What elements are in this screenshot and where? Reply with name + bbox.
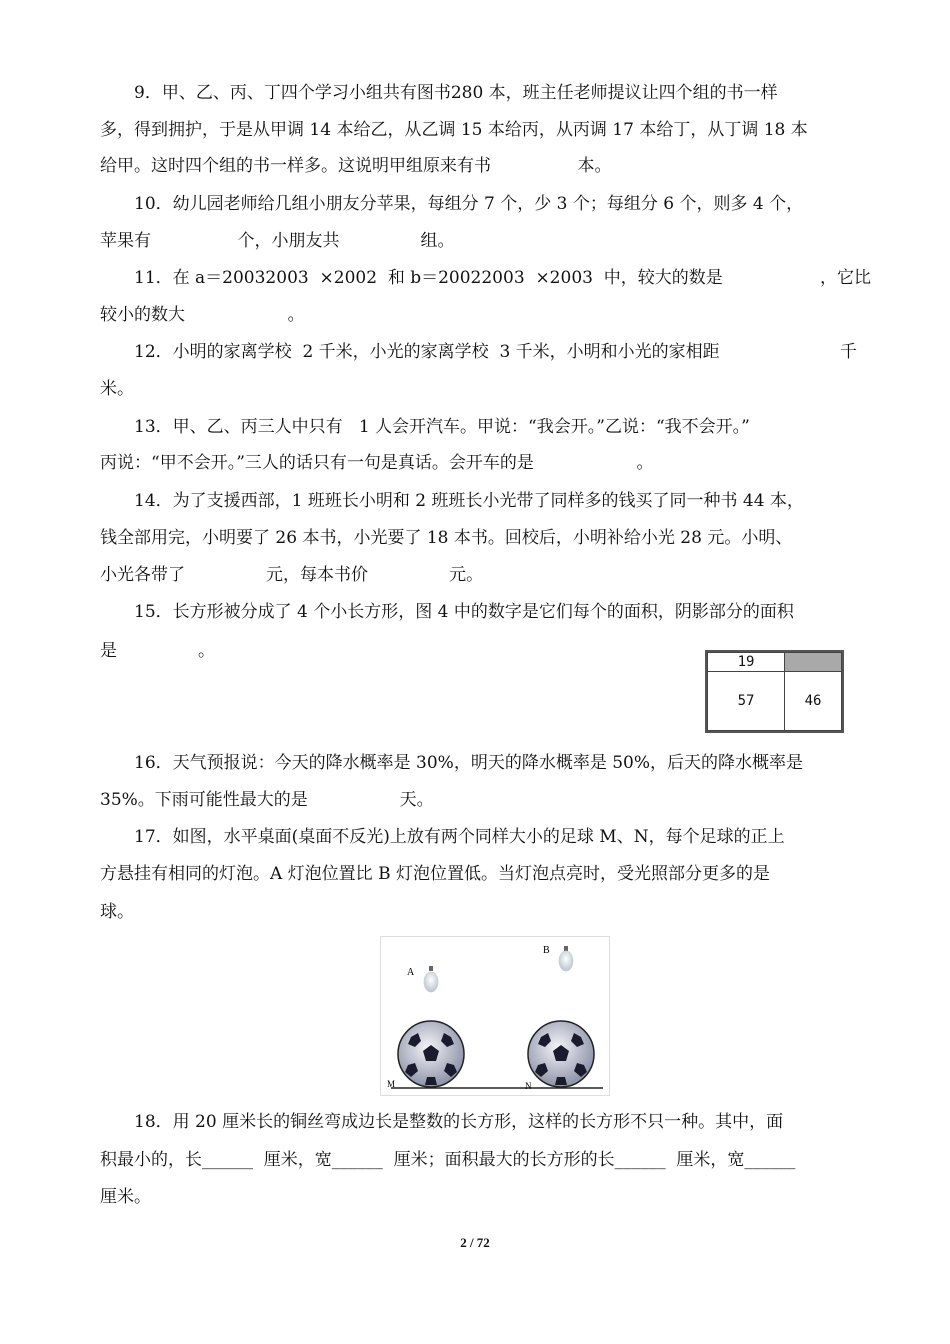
- q15-line2: 是 。: [100, 641, 216, 661]
- label-a: A: [407, 967, 415, 978]
- q12-line2: 米。: [100, 379, 134, 399]
- figure-4-rectangle: [705, 650, 844, 733]
- q9-line1: 9．甲、乙、丙、丁四个学习小组共有图书280 本，班主任老师提议让四个组的书一样: [134, 83, 778, 103]
- soccer-ball-m-icon: [398, 1021, 464, 1087]
- fig4-cell-46: 46: [784, 671, 842, 731]
- q13-line2: 丙说：“甲不会开。”三人的话只有一句是真话。会开车的是 。: [100, 453, 654, 473]
- q16-line2: 35%。下雨可能性最大的是 天。: [100, 790, 434, 810]
- label-n: N: [525, 1081, 532, 1091]
- q18-line2: 积最小的，长______ 厘米，宽______ 厘米；面积最大的长方形的长______ 厘米，宽______: [100, 1150, 796, 1170]
- q11-line1: 11．在 a＝20032003 ×2002 和 b＝20022003 ×2003 中，较大的数是 ，它比: [134, 268, 872, 288]
- q14-line3: 小光各带了 元，每本书价 元。: [100, 565, 484, 585]
- q18-line1: 18．用 20 厘米长的铜丝弯成边长是整数的长方形，这样的长方形不只一种。其中，面: [134, 1112, 784, 1132]
- page-number: 2 / 72: [460, 1235, 490, 1250]
- q9-line2: 多，得到拥护，于是从甲调 14 本给乙，从乙调 15 本给丙，从丙调 17 本给丁，从丁调 18 本: [100, 120, 808, 140]
- fig4-cell-57: 57: [707, 671, 785, 731]
- q12-line1-end: 千: [840, 342, 857, 362]
- lamp-b-bulb-icon: [559, 946, 573, 971]
- q14-line2: 钱全部用完，小明要了 26 本书，小光要了 18 本书。回校后，小明补给小光 28 元。小明、: [100, 528, 793, 548]
- q10-line1: 10．幼儿园老师给几组小朋友分苹果，每组分 7 个，少 3 个；每组分 6 个，则多 4 个，: [134, 194, 804, 214]
- label-m: M: [387, 1079, 396, 1089]
- q14-line1: 14．为了支援西部，1 班班长小明和 2 班班长小光带了同样多的钱买了同一种书 44 本，: [134, 491, 804, 511]
- q11-line2: 较小的数大 。: [100, 305, 305, 325]
- q15-line1: 15．长方形被分成了 4 个小长方形，图 4 中的数字是它们每个的面积，阴影部分的面积: [134, 602, 794, 622]
- lamp-a-bulb-icon: [424, 966, 438, 992]
- soccer-ball-n-icon: [528, 1021, 594, 1087]
- q17-line2: 方悬挂有相同的灯泡。A 灯泡位置比 B 灯泡位置低。当灯泡点亮时，受光照部分更多的是: [100, 864, 770, 884]
- label-b: B: [543, 945, 550, 956]
- q10-line2: 苹果有 个，小朋友共 组。: [100, 231, 455, 251]
- fig4-shaded-cell: [784, 652, 842, 672]
- q16-line1: 16．天气预报说：今天的降水概率是 30%，明天的降水概率是 50%，后天的降水概率是: [134, 753, 804, 773]
- balls-lamps-illustration: [381, 937, 611, 1097]
- q12-line1: 12．小明的家离学校 2 千米，小光的家离学校 3 千米，小明和小光的家相距: [134, 342, 720, 362]
- q13-line1: 13．甲、乙、丙三人中只有 1 人会开汽车。甲说：“我会开。”乙说：“我不会开。”: [134, 417, 750, 437]
- q17-line1: 17．如图，水平桌面(桌面不反光)上放有两个同样大小的足球 M、N，每个足球的正上: [134, 827, 785, 847]
- q18-line3: 厘米。: [100, 1187, 151, 1207]
- figure-balls-and-lamps: [380, 936, 610, 1096]
- q17-line3: 球。: [100, 902, 134, 922]
- fig4-cell-19: 19: [707, 652, 785, 672]
- q9-line3: 给甲。这时四个组的书一样多。这说明甲组原来有书 本。: [100, 156, 612, 176]
